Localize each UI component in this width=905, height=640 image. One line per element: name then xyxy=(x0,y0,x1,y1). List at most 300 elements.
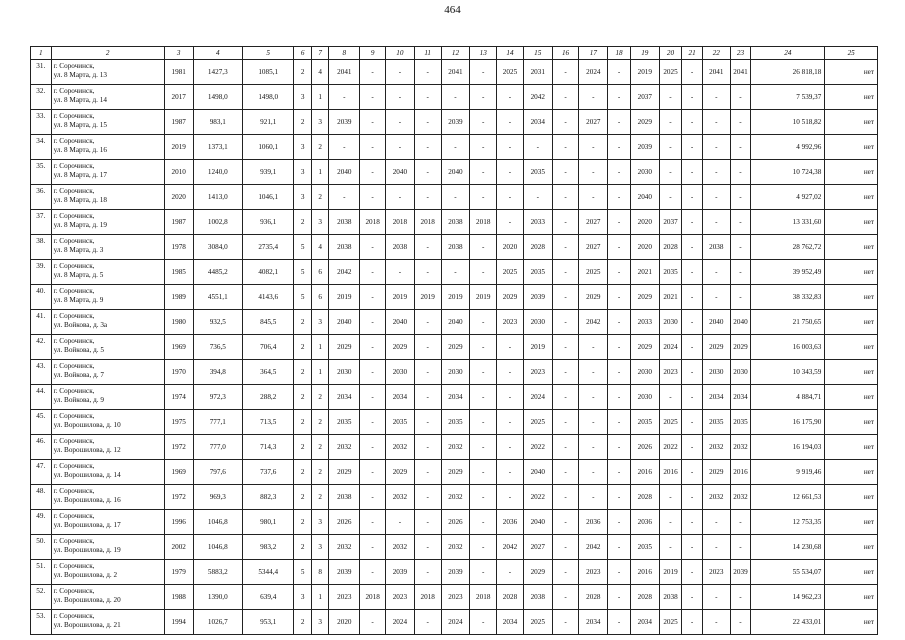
table-cell: - xyxy=(360,235,386,260)
table-cell: 2018 xyxy=(470,585,497,610)
table-cell: - xyxy=(682,435,703,460)
table-cell: - xyxy=(360,485,386,510)
table-cell: 777,1 xyxy=(193,410,242,435)
table-cell: 2039 xyxy=(329,110,360,135)
table-cell: 3 xyxy=(294,85,311,110)
address-street: ул. Ворошилова, д. 17 xyxy=(53,521,121,529)
column-header-4: 4 xyxy=(193,47,242,60)
address-city: г. Сорочинск, xyxy=(53,112,95,120)
table-cell: - xyxy=(702,185,730,210)
table-cell: - xyxy=(470,535,497,560)
table-cell: 2019 xyxy=(523,335,552,360)
address-city: г. Сорочинск, xyxy=(53,387,95,395)
table-cell: нет xyxy=(825,410,878,435)
address-cell xyxy=(51,210,164,235)
table-cell: - xyxy=(385,110,414,135)
table-cell: - xyxy=(608,485,631,510)
table-cell: - xyxy=(552,435,579,460)
table-cell: - xyxy=(659,85,682,110)
table-cell: нет xyxy=(825,585,878,610)
table-cell: 2035 xyxy=(523,160,552,185)
table-cell: 3084,0 xyxy=(193,235,242,260)
table-cell: 21 750,65 xyxy=(751,310,825,335)
table-cell: нет xyxy=(825,335,878,360)
table-cell: 10 518,82 xyxy=(751,110,825,135)
column-header-11: 11 xyxy=(414,47,441,60)
table-cell: 2033 xyxy=(523,210,552,235)
table-cell: 12 753,35 xyxy=(751,510,825,535)
table-cell: - xyxy=(414,235,441,260)
table-cell: - xyxy=(702,135,730,160)
address-cell xyxy=(51,235,164,260)
column-header-5: 5 xyxy=(242,47,293,60)
row-number-cell: 36. xyxy=(31,185,52,210)
table-cell: нет xyxy=(825,435,878,460)
table-cell: - xyxy=(702,260,730,285)
table-cell: 1240,0 xyxy=(193,160,242,185)
table-cell: - xyxy=(552,85,579,110)
table-cell: - xyxy=(608,310,631,335)
address-street: ул. Войкова, д. 9 xyxy=(53,396,104,404)
table-cell: 2040 xyxy=(385,310,414,335)
table-row xyxy=(31,135,878,160)
address-street: ул. 8 Марта, д. 3 xyxy=(53,246,104,254)
table-cell: нет xyxy=(825,85,878,110)
table-cell: 1987 xyxy=(164,110,193,135)
address-city: г. Сорочинск, xyxy=(53,137,95,145)
table-cell: 2019 xyxy=(441,285,470,310)
table-cell: 2032 xyxy=(385,435,414,460)
table-cell: - xyxy=(385,60,414,85)
table-cell: 2025 xyxy=(497,260,524,285)
table-cell: - xyxy=(579,360,608,385)
address-street: ул. Ворошилова, д. 2 xyxy=(53,571,118,579)
table-row xyxy=(31,210,878,235)
table-cell: 13 331,60 xyxy=(751,210,825,235)
table-cell: 2019 xyxy=(470,285,497,310)
table-cell: - xyxy=(414,610,441,635)
table-cell: - xyxy=(414,485,441,510)
table-cell: 2025 xyxy=(523,610,552,635)
address-city: г. Сорочинск, xyxy=(53,362,95,370)
table-row xyxy=(31,110,878,135)
table-cell: 4 xyxy=(311,235,328,260)
table-cell: - xyxy=(470,310,497,335)
address-city: г. Сорочинск, xyxy=(53,62,95,70)
column-header-12: 12 xyxy=(441,47,470,60)
table-cell: 2029 xyxy=(630,110,659,135)
column-header-22: 22 xyxy=(702,47,730,60)
table-cell: - xyxy=(608,385,631,410)
table-cell: 2030 xyxy=(730,360,751,385)
table-cell: - xyxy=(470,410,497,435)
address-street: ул. Войкова, д. 7 xyxy=(53,371,104,379)
row-number-cell: 52. xyxy=(31,585,52,610)
row-number-cell: 44. xyxy=(31,385,52,410)
row-number-cell: 46. xyxy=(31,435,52,460)
row-number-cell: 40. xyxy=(31,285,52,310)
table-cell: 2030 xyxy=(329,360,360,385)
table-cell: - xyxy=(552,360,579,385)
table-cell: 2 xyxy=(294,360,311,385)
table-cell: - xyxy=(360,285,386,310)
table-cell: - xyxy=(730,160,751,185)
table-cell: 7 539,37 xyxy=(751,85,825,110)
table-cell: - xyxy=(470,335,497,360)
table-cell: - xyxy=(414,110,441,135)
table-cell: 3 xyxy=(311,510,328,535)
address-city: г. Сорочинск, xyxy=(53,487,95,495)
table-cell: 2040 xyxy=(523,460,552,485)
table-cell: 2027 xyxy=(523,535,552,560)
table-cell: - xyxy=(385,185,414,210)
row-number-cell: 34. xyxy=(31,135,52,160)
table-cell: - xyxy=(659,110,682,135)
table-cell: - xyxy=(730,85,751,110)
column-header-1: 1 xyxy=(31,47,52,60)
table-cell: - xyxy=(360,335,386,360)
row-number-cell: 38. xyxy=(31,235,52,260)
table-cell: - xyxy=(730,285,751,310)
address-city: г. Сорочинск, xyxy=(53,287,95,295)
table-cell: нет xyxy=(825,310,878,335)
table-cell: - xyxy=(608,610,631,635)
table-cell: - xyxy=(682,185,703,210)
table-cell: 1987 xyxy=(164,210,193,235)
table-cell: - xyxy=(360,610,386,635)
table-cell: 2020 xyxy=(630,235,659,260)
table-cell: 2035 xyxy=(702,410,730,435)
table-cell: 2032 xyxy=(329,435,360,460)
table-cell: 3 xyxy=(294,185,311,210)
table-cell: 394,8 xyxy=(193,360,242,385)
table-cell: 1085,1 xyxy=(242,60,293,85)
table-cell: 2041 xyxy=(441,60,470,85)
table-cell: 2 xyxy=(294,485,311,510)
table-cell: 2024 xyxy=(385,610,414,635)
row-number-cell: 45. xyxy=(31,410,52,435)
table-cell: 1979 xyxy=(164,560,193,585)
address-cell xyxy=(51,310,164,335)
table-cell: 2041 xyxy=(730,60,751,85)
table-cell: - xyxy=(682,85,703,110)
table-row xyxy=(31,360,878,385)
table-cell: - xyxy=(552,185,579,210)
table-cell: - xyxy=(552,60,579,85)
table-cell: - xyxy=(682,235,703,260)
table-cell: 1002,8 xyxy=(193,210,242,235)
table-cell: - xyxy=(497,410,524,435)
table-cell: 38 332,83 xyxy=(751,285,825,310)
table-cell: - xyxy=(414,510,441,535)
table-cell: - xyxy=(497,160,524,185)
table-row xyxy=(31,435,878,460)
table-cell: 1974 xyxy=(164,385,193,410)
table-cell: 2 xyxy=(294,210,311,235)
table-cell: 2029 xyxy=(385,460,414,485)
table-cell: 706,4 xyxy=(242,335,293,360)
table-cell: - xyxy=(497,85,524,110)
table-cell: - xyxy=(470,185,497,210)
column-header-7: 7 xyxy=(311,47,328,60)
address-street: ул. Ворошилова, д. 14 xyxy=(53,471,121,479)
table-cell: - xyxy=(682,460,703,485)
table-cell: 2041 xyxy=(329,60,360,85)
table-cell: 2034 xyxy=(523,110,552,135)
table-cell: 2023 xyxy=(497,310,524,335)
table-cell: - xyxy=(360,60,386,85)
address-cell xyxy=(51,360,164,385)
table-cell: 2028 xyxy=(579,585,608,610)
row-number-cell: 53. xyxy=(31,610,52,635)
table-cell: 2040 xyxy=(702,310,730,335)
table-cell: - xyxy=(360,385,386,410)
table-row xyxy=(31,460,878,485)
table-cell: 2 xyxy=(294,60,311,85)
table-cell: 2029 xyxy=(441,335,470,360)
table-cell: - xyxy=(470,85,497,110)
table-cell: - xyxy=(682,410,703,435)
table-cell: - xyxy=(385,260,414,285)
column-header-9: 9 xyxy=(360,47,386,60)
table-cell: 713,5 xyxy=(242,410,293,435)
table-cell: 5 xyxy=(294,235,311,260)
table-cell: - xyxy=(608,360,631,385)
table-row xyxy=(31,385,878,410)
table-cell: 1985 xyxy=(164,260,193,285)
table-cell: - xyxy=(497,185,524,210)
table-cell: 5 xyxy=(294,285,311,310)
address-street: ул. 8 Марта, д. 14 xyxy=(53,96,107,104)
table-cell: 2022 xyxy=(659,435,682,460)
table-cell: 1996 xyxy=(164,510,193,535)
table-cell: 1 xyxy=(311,160,328,185)
table-cell: 4485,2 xyxy=(193,260,242,285)
table-cell: 797,6 xyxy=(193,460,242,485)
address-street: ул. 8 Марта, д. 19 xyxy=(53,221,107,229)
table-cell: 2023 xyxy=(385,585,414,610)
table-cell: 2035 xyxy=(659,260,682,285)
address-city: г. Сорочинск, xyxy=(53,212,95,220)
table-cell: 2032 xyxy=(730,485,751,510)
table-cell: 2 xyxy=(294,310,311,335)
table-row xyxy=(31,335,878,360)
table-cell: - xyxy=(682,285,703,310)
table-cell: 1 xyxy=(311,585,328,610)
address-street: ул. 8 Марта, д. 5 xyxy=(53,271,104,279)
table-cell: 2017 xyxy=(164,85,193,110)
table-cell: 10 724,38 xyxy=(751,160,825,185)
column-header-19: 19 xyxy=(630,47,659,60)
table-cell: 2032 xyxy=(730,435,751,460)
table-cell: 2032 xyxy=(441,435,470,460)
table-cell: - xyxy=(552,335,579,360)
address-cell xyxy=(51,435,164,460)
address-cell xyxy=(51,460,164,485)
table-cell: 2036 xyxy=(579,510,608,535)
table-cell: - xyxy=(682,535,703,560)
table-cell: 2032 xyxy=(441,485,470,510)
table-cell: - xyxy=(470,160,497,185)
table-cell: - xyxy=(497,385,524,410)
table-cell: 2029 xyxy=(630,285,659,310)
column-header-21: 21 xyxy=(682,47,703,60)
table-cell: 1989 xyxy=(164,285,193,310)
table-cell: 5 xyxy=(294,260,311,285)
table-cell: 1969 xyxy=(164,335,193,360)
table-cell: - xyxy=(608,410,631,435)
table-cell: 2039 xyxy=(523,285,552,310)
table-cell: 2025 xyxy=(659,60,682,85)
table-cell: - xyxy=(579,135,608,160)
table-cell: 1 xyxy=(311,360,328,385)
table-cell: 2030 xyxy=(702,360,730,385)
table-cell: - xyxy=(414,560,441,585)
table-cell: 2 xyxy=(294,535,311,560)
address-cell xyxy=(51,535,164,560)
table-cell: 2020 xyxy=(329,610,360,635)
table-cell: - xyxy=(552,210,579,235)
table-cell: - xyxy=(470,135,497,160)
table-cell: 2029 xyxy=(630,335,659,360)
table-cell: - xyxy=(608,260,631,285)
table-cell: 2029 xyxy=(441,460,470,485)
table-cell: нет xyxy=(825,535,878,560)
table-cell: - xyxy=(659,160,682,185)
table-cell: - xyxy=(360,110,386,135)
table-cell: - xyxy=(414,360,441,385)
table-cell: 2032 xyxy=(702,435,730,460)
table-cell: 5 xyxy=(294,560,311,585)
column-header-3: 3 xyxy=(164,47,193,60)
table-cell: 1498,0 xyxy=(242,85,293,110)
table-cell: - xyxy=(552,285,579,310)
table-cell: 2030 xyxy=(441,360,470,385)
table-cell: - xyxy=(552,410,579,435)
table-cell: 2029 xyxy=(579,285,608,310)
table-row xyxy=(31,410,878,435)
table-cell: 2032 xyxy=(329,535,360,560)
table-cell: - xyxy=(552,585,579,610)
table-cell: 1969 xyxy=(164,460,193,485)
table-cell: 2027 xyxy=(579,235,608,260)
table-cell: 2034 xyxy=(630,610,659,635)
table-cell: 2034 xyxy=(579,610,608,635)
table-cell: 2031 xyxy=(523,60,552,85)
table-cell: - xyxy=(552,160,579,185)
table-cell: - xyxy=(682,360,703,385)
table-cell: 6 xyxy=(311,285,328,310)
address-cell xyxy=(51,185,164,210)
table-cell: нет xyxy=(825,210,878,235)
table-cell: 639,4 xyxy=(242,585,293,610)
table-cell: 1972 xyxy=(164,435,193,460)
table-cell: - xyxy=(579,485,608,510)
table-cell: - xyxy=(414,410,441,435)
row-number-cell: 42. xyxy=(31,335,52,360)
table-cell: 2023 xyxy=(702,560,730,585)
table-cell: 2042 xyxy=(579,535,608,560)
table-cell: нет xyxy=(825,235,878,260)
address-city: г. Сорочинск, xyxy=(53,412,95,420)
table-cell: 2023 xyxy=(659,360,682,385)
table-cell: - xyxy=(579,185,608,210)
table-cell: - xyxy=(608,185,631,210)
table-cell: - xyxy=(608,210,631,235)
table-cell: - xyxy=(441,185,470,210)
table-cell: - xyxy=(360,135,386,160)
address-city: г. Сорочинск, xyxy=(53,612,95,620)
table-cell: - xyxy=(608,235,631,260)
address-cell xyxy=(51,410,164,435)
table-cell: - xyxy=(470,260,497,285)
table-cell: 26 818,18 xyxy=(751,60,825,85)
column-header-24: 24 xyxy=(751,47,825,60)
table-row xyxy=(31,310,878,335)
table-cell: 2032 xyxy=(385,535,414,560)
table-cell: - xyxy=(730,135,751,160)
table-cell: нет xyxy=(825,185,878,210)
column-header-25: 25 xyxy=(825,47,878,60)
table-cell: 14 962,23 xyxy=(751,585,825,610)
table-cell: - xyxy=(552,110,579,135)
table-cell: 1 xyxy=(311,85,328,110)
table-cell: 882,3 xyxy=(242,485,293,510)
table-cell: 2033 xyxy=(630,310,659,335)
table-cell: - xyxy=(470,360,497,385)
address-street: ул. Войкова, д. 3а xyxy=(53,321,108,329)
table-cell: 2036 xyxy=(630,510,659,535)
table-cell: - xyxy=(441,135,470,160)
table-cell: - xyxy=(579,335,608,360)
address-cell xyxy=(51,110,164,135)
table-cell: 2018 xyxy=(414,585,441,610)
table-cell: 2029 xyxy=(523,560,552,585)
table-cell: 939,1 xyxy=(242,160,293,185)
table-cell: - xyxy=(470,110,497,135)
table-cell: - xyxy=(730,585,751,610)
table-cell: 2040 xyxy=(523,510,552,535)
table-cell: - xyxy=(579,410,608,435)
table-cell: 5883,2 xyxy=(193,560,242,585)
row-number-cell: 41. xyxy=(31,310,52,335)
table-cell: - xyxy=(608,160,631,185)
table-cell: 2019 xyxy=(329,285,360,310)
table-cell: - xyxy=(730,510,751,535)
table-cell: 2040 xyxy=(385,160,414,185)
table-cell: - xyxy=(497,335,524,360)
table-cell: 2 xyxy=(311,460,328,485)
table-cell: 2038 xyxy=(385,235,414,260)
table-cell: 2029 xyxy=(497,285,524,310)
table-cell: - xyxy=(523,185,552,210)
table-cell: - xyxy=(497,460,524,485)
table-cell: 2023 xyxy=(329,585,360,610)
table-cell: 2 xyxy=(311,435,328,460)
table-cell: 2039 xyxy=(441,560,470,585)
table-cell: - xyxy=(470,485,497,510)
table-cell: нет xyxy=(825,135,878,160)
row-number-cell: 43. xyxy=(31,360,52,385)
table-cell: 2038 xyxy=(441,235,470,260)
table-cell: 2027 xyxy=(579,210,608,235)
table-cell: 2034 xyxy=(497,610,524,635)
table-cell: - xyxy=(659,135,682,160)
table-cell: - xyxy=(552,610,579,635)
row-number-cell: 50. xyxy=(31,535,52,560)
table-cell: 969,3 xyxy=(193,485,242,510)
table-cell: нет xyxy=(825,485,878,510)
